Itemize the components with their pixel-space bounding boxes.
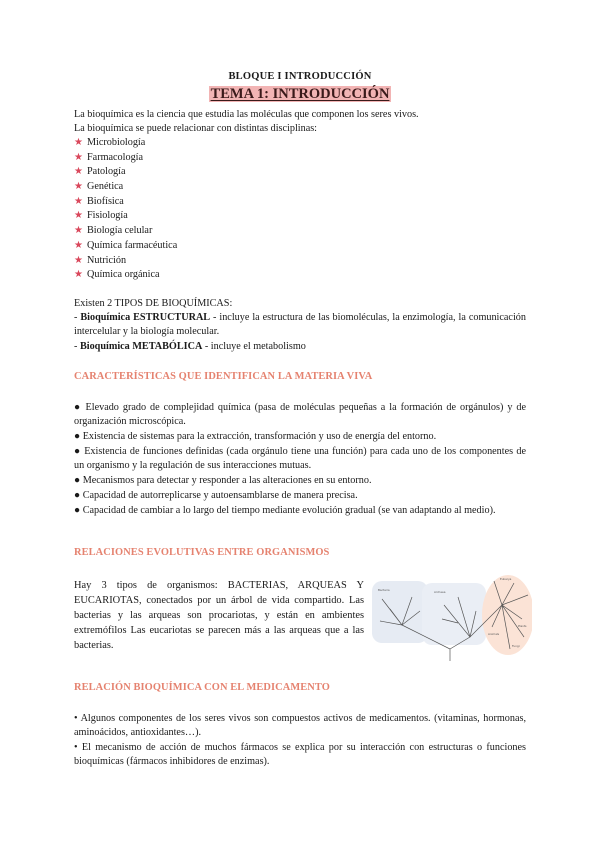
characteristic-item: ● Elevado grado de complejidad química (pasa de moléculas pequeñas a la formación de orgánulos) y de organización microscópica. bbox=[74, 402, 526, 427]
characteristic-item: ● Capacidad de cambiar a lo largo del tiempo mediante evolución gradual (se van adaptando al medio). bbox=[74, 505, 496, 516]
star-icon: ★ bbox=[74, 181, 83, 193]
evolution-text: Hay 3 tipos de organismos: BACTERIAS, ARQUEAS Y EUCARIOTAS, conectados por un árbol de vida compartido. Las bacterias y las arqueas son procariotas, y están en ambientes extremófilos Las eucariotas se parecen más a las arqueas que a las bacterias. bbox=[74, 580, 364, 651]
tree-label: Eukarya bbox=[500, 577, 512, 581]
structural-label: Bioquímica ESTRUCTURAL bbox=[80, 312, 211, 323]
tema-title: TEMA 1: INTRODUCCIÓN bbox=[210, 86, 390, 102]
list-item bbox=[74, 254, 177, 269]
medication-item: • Algunos componentes de los seres vivos son compuestos activos de medicamentos. (vitaminas, hormonas, aminoácidos, antioxidantes…). bbox=[74, 713, 526, 738]
tree-label: Plants bbox=[518, 624, 527, 628]
list-item bbox=[74, 239, 177, 254]
disciplines-list bbox=[74, 136, 177, 283]
list-item-label: Farmacología bbox=[87, 151, 144, 163]
list-item bbox=[74, 268, 177, 283]
intro-line-1: La bioquímica es la ciencia que estudia las moléculas que componen los seres vivos. bbox=[74, 109, 419, 120]
types-intro: Existen 2 TIPOS DE BIOQUÍMICAS: bbox=[74, 298, 233, 309]
star-icon: ★ bbox=[74, 166, 83, 178]
tree-of-life-figure bbox=[372, 575, 532, 661]
characteristics-heading: CARACTERÍSTICAS QUE IDENTIFICAN LA MATERIA VIVA bbox=[74, 371, 373, 382]
list-item bbox=[74, 195, 177, 210]
structural-text: - incluye la estructura de las biomoléculas, la enzimología, la comunicación intercelular y la biología molecular. bbox=[74, 312, 526, 337]
characteristic-item: ● Existencia de sistemas para la extracción, transformación y uso de energía del entorno. bbox=[74, 431, 437, 442]
list-item bbox=[74, 165, 177, 180]
tree-label: Bacteria bbox=[378, 588, 390, 592]
star-icon: ★ bbox=[74, 269, 83, 281]
star-icon: ★ bbox=[74, 151, 83, 163]
characteristic-item: ● Existencia de funciones definidas (cada orgánulo tiene una función) para cada uno de los componentes de un organismo y la regulación de sus interacciones mutuas. bbox=[74, 446, 526, 471]
tree-label: Archaea bbox=[434, 590, 446, 594]
types-structural: - Bioquímica ESTRUCTURAL - incluye la estructura de las biomoléculas, la enzimología, la comunicación intercelular y la biología molecular. bbox=[74, 312, 526, 337]
characteristic-item: ● Mecanismos para detectar y responder a las alteraciones en su entorno. bbox=[74, 475, 372, 486]
star-icon: ★ bbox=[74, 225, 83, 237]
list-item bbox=[74, 136, 177, 151]
intro-line-2: La bioquímica se puede relacionar con distintas disciplinas: bbox=[74, 123, 318, 134]
star-icon: ★ bbox=[74, 195, 83, 207]
star-icon: ★ bbox=[74, 239, 83, 251]
medication-item: • El mecanismo de acción de muchos fármacos se explica por su interacción con estructuras o funciones bioquímicas (fármacos inhibidores de enzimas). bbox=[74, 742, 526, 767]
list-item-label: Química farmacéutica bbox=[87, 239, 178, 251]
list-item bbox=[74, 224, 177, 239]
list-item bbox=[74, 151, 177, 166]
list-item-label: Química orgánica bbox=[87, 269, 160, 281]
list-item bbox=[74, 209, 177, 224]
types-metabolic: - Bioquímica METABÓLICA - incluye el metabolismo bbox=[74, 341, 306, 352]
list-item-label: Biofísica bbox=[87, 195, 124, 207]
evolution-heading: RELACIONES EVOLUTIVAS ENTRE ORGANISMOS bbox=[74, 547, 330, 558]
list-item-label: Genética bbox=[87, 181, 124, 193]
star-icon: ★ bbox=[74, 254, 83, 266]
medication-heading: RELACIÓN BIOQUÍMICA CON EL MEDICAMENTO bbox=[74, 682, 330, 693]
archaea-region bbox=[422, 583, 486, 645]
list-item-label: Biología celular bbox=[87, 225, 153, 237]
tree-label: Animals bbox=[488, 632, 500, 636]
tema-title-wrap bbox=[0, 85, 600, 103]
metabolic-label: Bioquímica METABÓLICA bbox=[79, 341, 203, 352]
list-item-label: Nutrición bbox=[87, 254, 127, 266]
block-title: BLOQUE I INTRODUCCIÓN bbox=[228, 71, 372, 82]
metabolic-text: - incluye el metabolismo bbox=[202, 341, 306, 352]
list-item-label: Fisiología bbox=[87, 210, 128, 222]
list-item-label: Patología bbox=[87, 166, 126, 178]
list-item-label: Microbiología bbox=[87, 137, 146, 148]
characteristic-item: ● Capacidad de autorreplicarse y autoensamblarse de manera precisa. bbox=[74, 490, 358, 501]
eukarya-region bbox=[482, 575, 532, 655]
list-item bbox=[74, 180, 177, 195]
star-icon: ★ bbox=[74, 137, 83, 148]
tree-label: Fungi bbox=[512, 644, 520, 648]
star-icon: ★ bbox=[74, 210, 83, 222]
